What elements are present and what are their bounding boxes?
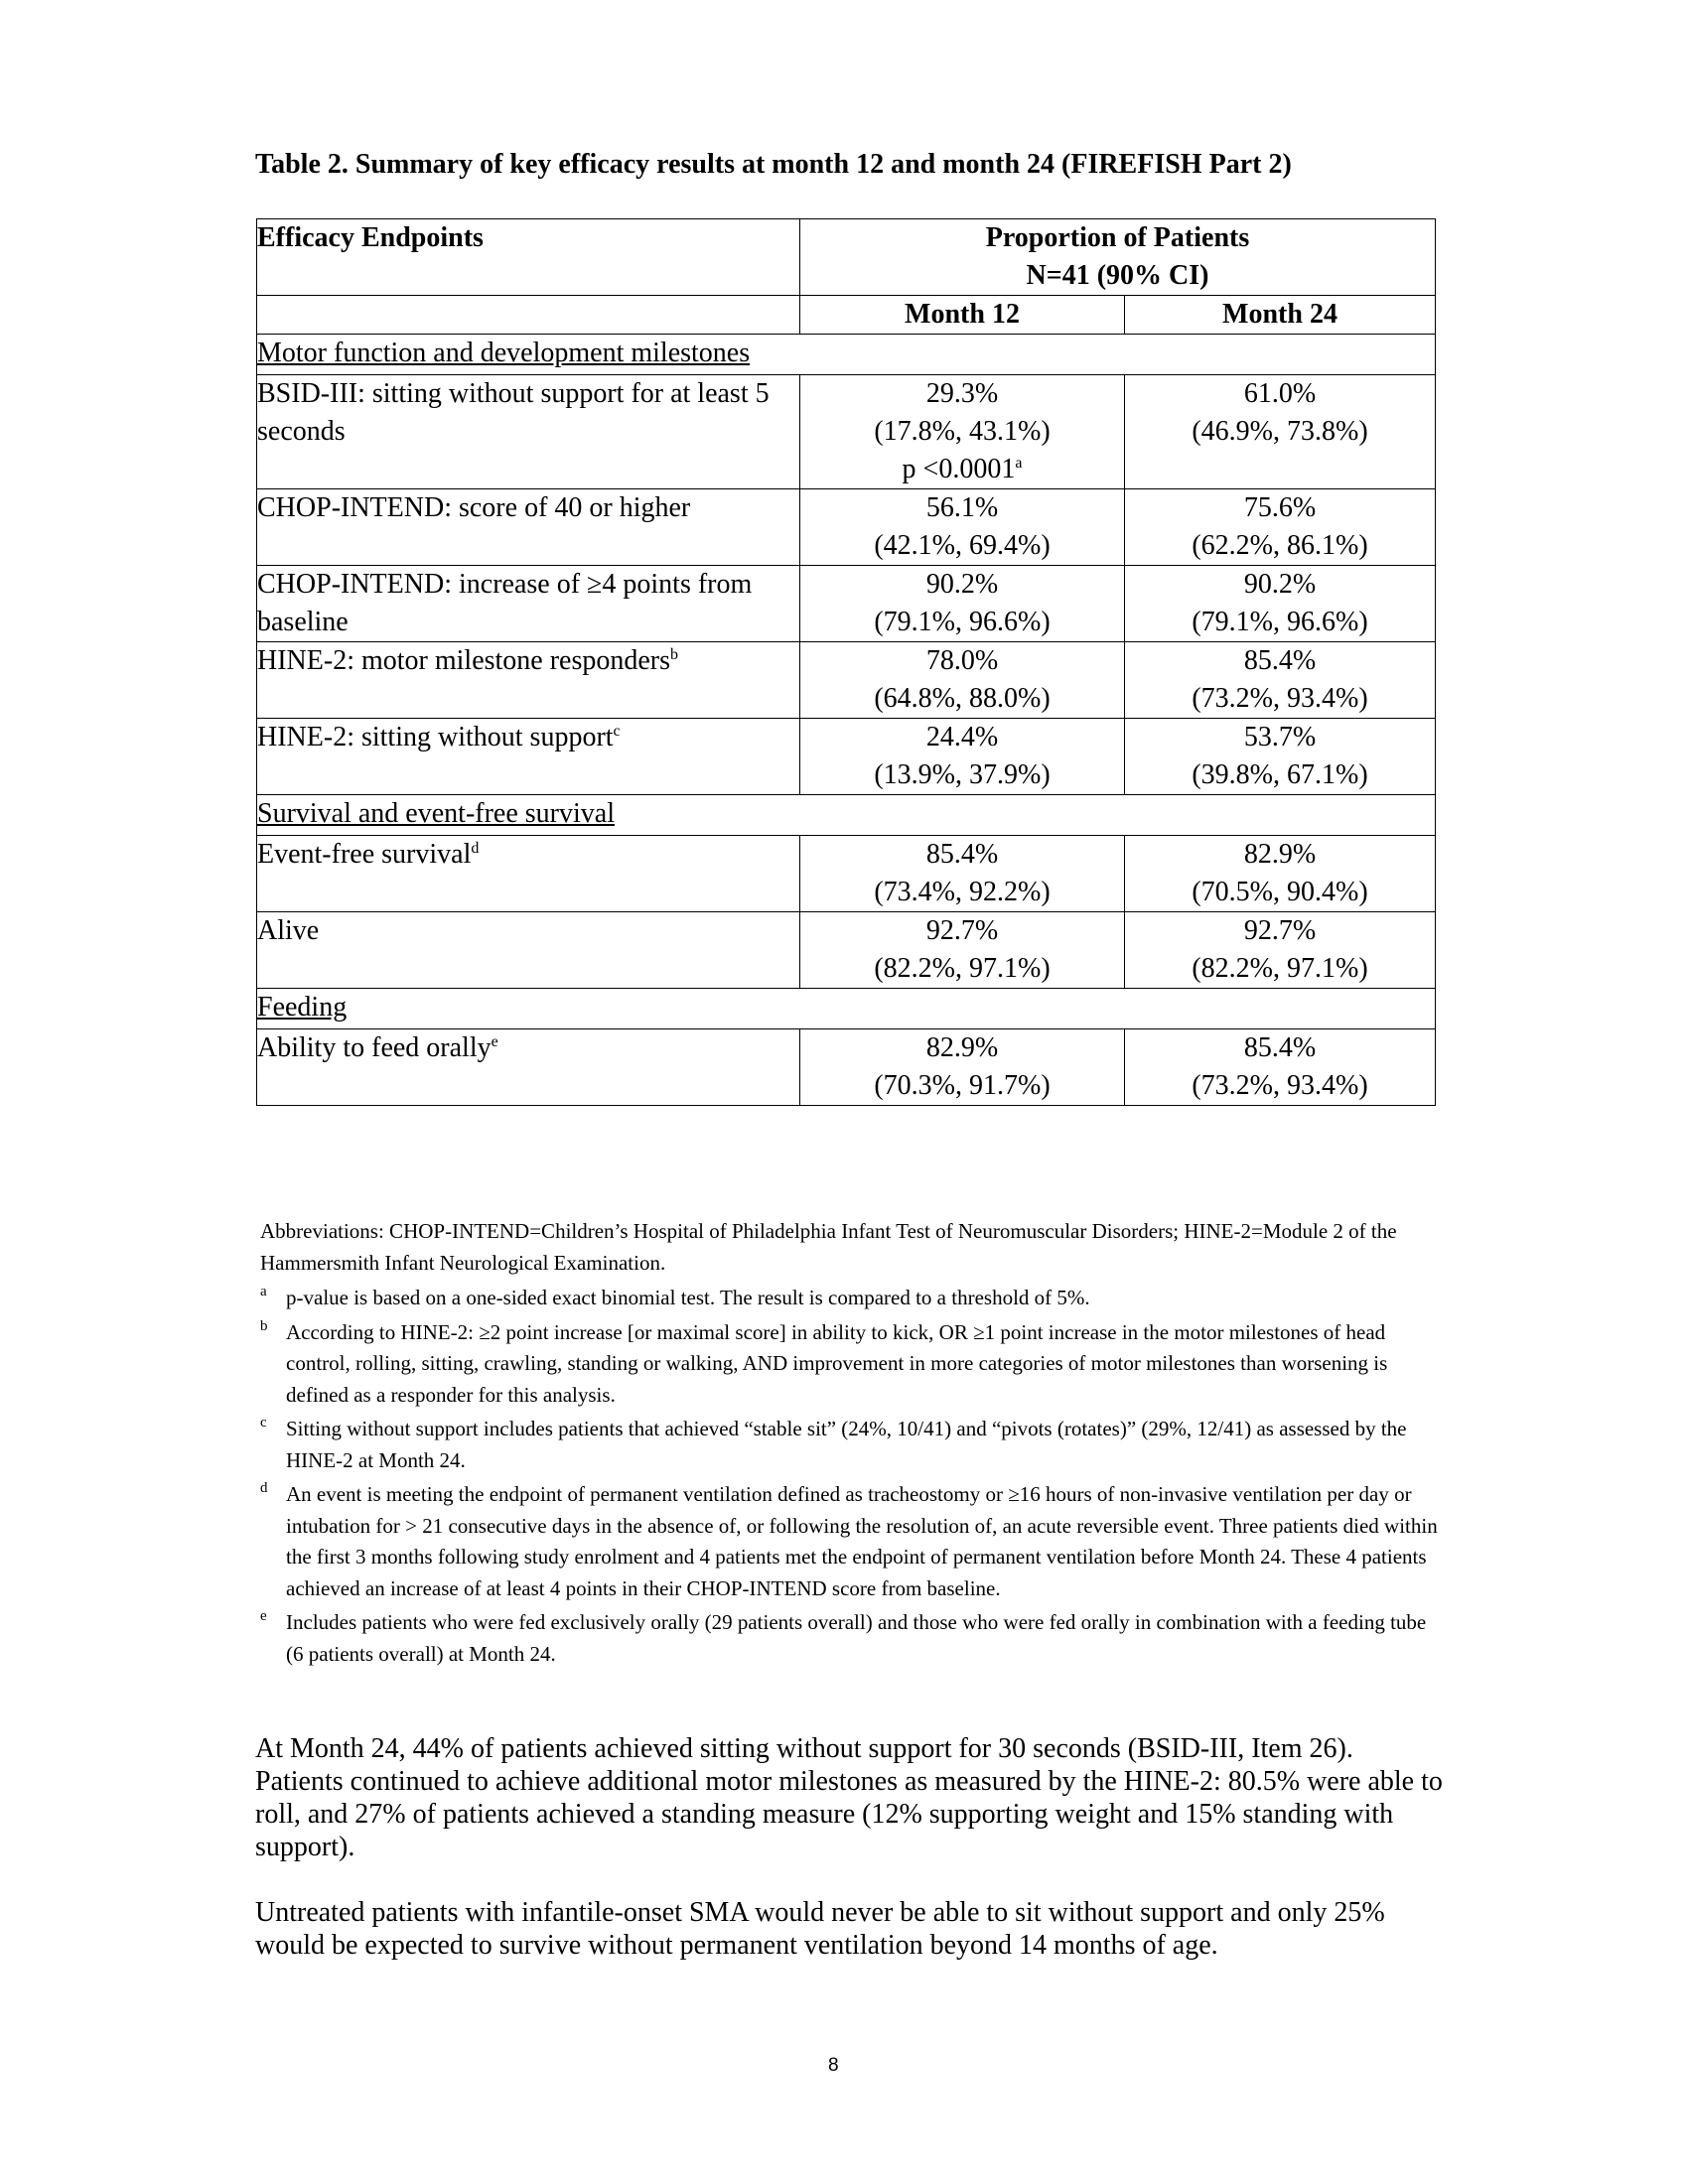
footnotes-list	[260, 1283, 1442, 1670]
footnote-mark: d	[260, 1480, 268, 1496]
section-title: Feeding	[257, 989, 1436, 1029]
month-24-cell	[1125, 642, 1436, 719]
footnote-marker: e	[491, 1033, 498, 1050]
footnote-mark: c	[260, 1415, 267, 1431]
month-24-ci: (73.2%, 93.4%)	[1192, 683, 1368, 714]
endpoint-cell	[257, 1029, 800, 1106]
month-12-value: 85.4%	[925, 839, 999, 870]
body-paragraph: At Month 24, 44% of patients achieved sitting without support for 30 seconds (BSID-III, Item 26). Patients continued to achieve additional motor milestones as measured by the HINE-2: 80.5% were able to roll, and 27% of patients achieved a standing measure (12% supporting weight and 15% standing with support).	[255, 1733, 1443, 1862]
section-title: Survival and event-free survival	[257, 795, 1436, 836]
endpoint-cell	[257, 836, 800, 912]
month-12-value: 56.1%	[925, 492, 999, 523]
table-row	[257, 836, 1436, 912]
month-24-cell	[1125, 375, 1436, 489]
endpoint-label: Ability to feed orally	[257, 1032, 492, 1063]
endpoint-cell	[257, 566, 800, 642]
month-24-value: 75.6%	[1243, 492, 1317, 523]
section-title: Motor function and development milestones	[257, 335, 1436, 375]
month-24-ci: (82.2%, 97.1%)	[1192, 953, 1368, 984]
month-24-cell	[1125, 489, 1436, 566]
section-row	[257, 795, 1436, 836]
endpoint-label: CHOP-INTEND: increase of ≥4 points from baseline	[257, 569, 753, 637]
table-row	[257, 912, 1436, 989]
month-12-ci: (64.8%, 88.0%)	[874, 683, 1051, 714]
table-row	[257, 566, 1436, 642]
month-12-value: 78.0%	[925, 645, 999, 676]
month-24-value: 85.4%	[1243, 645, 1317, 676]
month-24-value: 92.7%	[1243, 915, 1317, 946]
month-24-cell	[1125, 836, 1436, 912]
footnote-marker: c	[613, 723, 621, 740]
month-24-value: 90.2%	[1243, 569, 1317, 600]
month-12-cell	[800, 566, 1125, 642]
table-notes	[260, 1216, 1442, 1673]
footnote-text: p-value is based on a one-sided exact binomial test. The result is compared to a threshold of 5%.	[286, 1286, 1090, 1309]
footnote	[260, 1414, 1442, 1476]
page-number: 8	[828, 2055, 839, 2076]
p-value-line	[800, 451, 1124, 488]
month-24-cell	[1125, 912, 1436, 989]
header-proportion-label: Proportion of Patients	[985, 222, 1250, 253]
footnote-mark: b	[260, 1317, 268, 1334]
month-12-cell	[800, 642, 1125, 719]
month-24-ci: (62.2%, 86.1%)	[1192, 530, 1368, 561]
month-24-cell	[1125, 1029, 1436, 1106]
month-12-cell	[800, 375, 1125, 489]
footnote	[260, 1317, 1442, 1412]
endpoint-cell	[257, 642, 800, 719]
footnote-text: Includes patients who were fed exclusively orally (29 patients overall) and those who were fed orally in combination with a feeding tube (6 patients overall) at Month 24.	[286, 1610, 1427, 1666]
month-12-cell	[800, 489, 1125, 566]
month-24-ci: (73.2%, 93.4%)	[1192, 1070, 1368, 1101]
month-12-value: 24.4%	[925, 722, 999, 752]
header-empty-cell	[257, 296, 800, 335]
endpoint-cell	[257, 489, 800, 566]
footnote	[260, 1479, 1442, 1604]
header-n-ci: N=41 (90% CI)	[1026, 260, 1209, 291]
table-row	[257, 489, 1436, 566]
body-paragraph: Untreated patients with infantile-onset SMA would never be able to sit without support and only 25% would be expected to survive without permanent ventilation beyond 14 months of age.	[255, 1897, 1385, 1961]
table-row	[257, 642, 1436, 719]
month-24-ci: (70.5%, 90.4%)	[1192, 877, 1368, 907]
month-12-ci: (79.1%, 96.6%)	[874, 607, 1051, 637]
footnote	[260, 1283, 1442, 1314]
month-12-ci: (70.3%, 91.7%)	[874, 1070, 1051, 1101]
month-12-value: 82.9%	[925, 1032, 999, 1063]
footnote-marker: d	[471, 840, 480, 857]
header-efficacy-endpoints: Efficacy Endpoints	[257, 219, 800, 296]
endpoint-label: BSID-III: sitting without support for at least 5 seconds	[257, 378, 770, 447]
footnote-mark: a	[260, 1284, 267, 1299]
month-12-value: 90.2%	[925, 569, 999, 600]
footnote-text: An event is meeting the endpoint of permanent ventilation defined as tracheostomy or ≥16 hours of non-invasive ventilation per day or intubation for > 21 consecutive days in the absence of, or following the resolution of, an acute reversible event. Three patients died within the first 3 months following study enrolment and 4 patients met the endpoint of permanent ventilation before Month 24. These 4 patients achieved an increase of at least 4 points in their CHOP-INTEND score from baseline.	[286, 1482, 1438, 1600]
endpoint-label: HINE-2: motor milestone responders	[257, 645, 671, 676]
efficacy-table	[256, 218, 1436, 1106]
endpoint-label: Event-free survival	[257, 839, 472, 870]
month-24-value: 82.9%	[1243, 839, 1317, 870]
footnote	[260, 1607, 1442, 1670]
month-12-cell	[800, 836, 1125, 912]
endpoint-cell	[257, 719, 800, 795]
month-24-value: 85.4%	[1243, 1032, 1317, 1063]
month-24-ci: (39.8%, 67.1%)	[1192, 759, 1368, 790]
p-value: p <0.0001	[902, 454, 1016, 484]
endpoint-label: Alive	[257, 915, 320, 946]
month-24-value: 61.0%	[1243, 378, 1317, 409]
header-month-12: Month 12	[800, 296, 1125, 335]
month-12-cell	[800, 719, 1125, 795]
endpoint-label: CHOP-INTEND: score of 40 or higher	[257, 492, 691, 523]
month-12-value: 29.3%	[925, 378, 999, 409]
footnote-marker: b	[670, 646, 679, 663]
month-12-ci: (13.9%, 37.9%)	[874, 759, 1051, 790]
month-12-ci: (42.1%, 69.4%)	[874, 530, 1051, 561]
month-12-ci: (73.4%, 92.2%)	[874, 877, 1051, 907]
month-12-value: 92.7%	[925, 915, 999, 946]
endpoint-cell	[257, 375, 800, 489]
footnote-marker: a	[1015, 455, 1023, 472]
endpoint-cell	[257, 912, 800, 989]
month-24-value: 53.7%	[1243, 722, 1317, 752]
abbreviations: Abbreviations: CHOP-INTEND=Children’s Hospital of Philadelphia Infant Test of Neuromuscular Disorders; HINE-2=Module 2 of the Hammersmith Infant Neurological Examination.	[260, 1219, 1397, 1275]
month-24-cell	[1125, 719, 1436, 795]
section-row	[257, 335, 1436, 375]
month-12-cell	[800, 912, 1125, 989]
endpoint-label: HINE-2: sitting without support	[257, 722, 614, 752]
month-24-ci: (79.1%, 96.6%)	[1192, 607, 1368, 637]
month-12-cell	[800, 1029, 1125, 1106]
footnote-text: According to HINE-2: ≥2 point increase [or maximal score] in ability to kick, OR ≥1 point increase in the motor milestones of head control, rolling, sitting, crawling, standing or walking, AND improvement in more categories of motor milestones than worsening is defined as a responder for this analysis.	[286, 1319, 1388, 1407]
table-title: Table 2. Summary of key efficacy results at month 12 and month 24 (FIREFISH Part 2)	[255, 149, 1292, 180]
header-month-24: Month 24	[1125, 296, 1436, 335]
footnote-text: Sitting without support includes patients that achieved “stable sit” (24%, 10/41) and “pivots (rotates)” (29%, 12/41) as assessed by the HINE-2 at Month 24.	[286, 1417, 1407, 1472]
month-24-cell	[1125, 566, 1436, 642]
footnote-mark: e	[260, 1608, 267, 1624]
month-12-ci: (82.2%, 97.1%)	[874, 953, 1051, 984]
month-12-ci: (17.8%, 43.1%)	[874, 416, 1051, 447]
table-body	[257, 335, 1436, 1106]
table-row	[257, 719, 1436, 795]
table-row	[257, 375, 1436, 489]
header-proportion	[800, 219, 1436, 296]
table-row	[257, 1029, 1436, 1106]
section-row	[257, 989, 1436, 1029]
month-24-ci: (46.9%, 73.8%)	[1192, 416, 1368, 447]
